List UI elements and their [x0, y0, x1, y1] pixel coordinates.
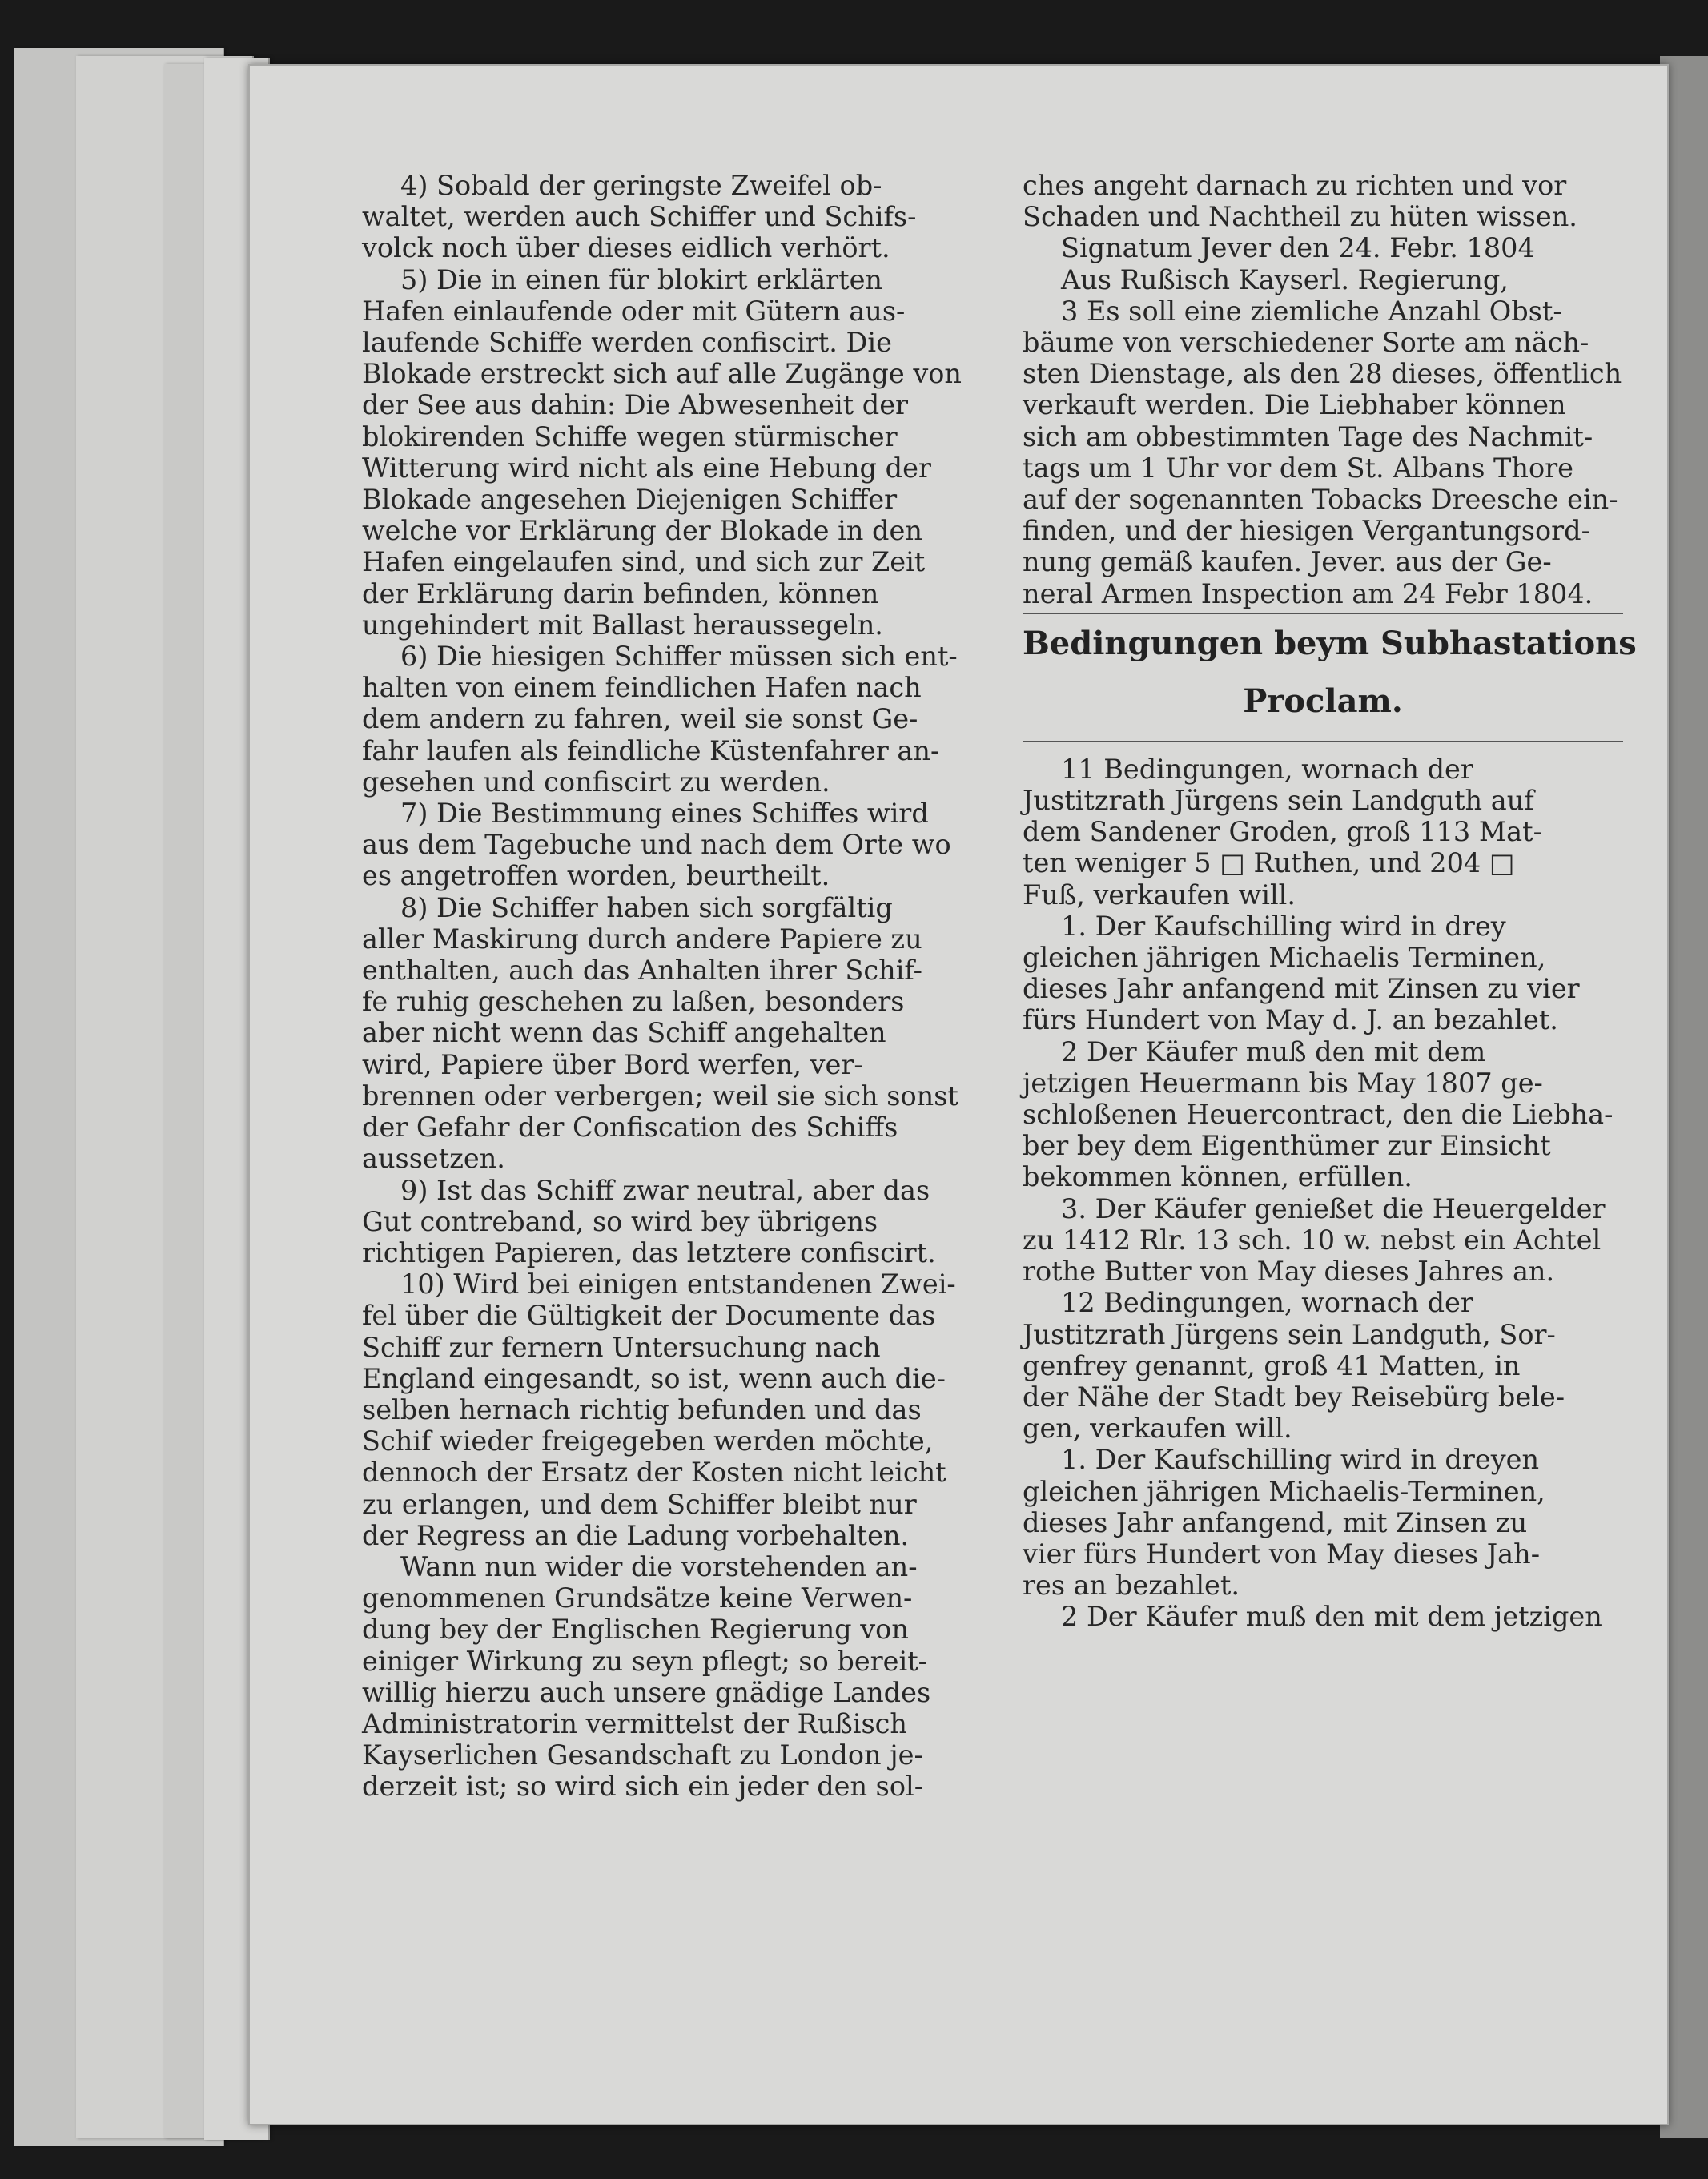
text-line: ten weniger 5 □ Ruthen, und 204 □ — [1023, 847, 1515, 879]
text-line: 3. Der Käufer genießet die Heuergelder — [1061, 1192, 1606, 1224]
text-line: schloßenen Heuercontract, den die Liebha- — [1023, 1099, 1614, 1131]
section-rule — [1023, 613, 1623, 614]
text-line: Bedingungen beym Subhastations — [1023, 624, 1637, 662]
right-column — [1023, 170, 1637, 1633]
text-line: gesehen und confiscirt zu werden. — [362, 766, 830, 798]
text-line: dieses Jahr anfangend, mit Zinsen zu — [1023, 1506, 1528, 1538]
text-line: 1. Der Kaufschilling wird in dreyen — [1061, 1444, 1540, 1476]
text-line: Kayserlichen Gesandschaft zu London je- — [362, 1739, 923, 1771]
text-line: ungehindert mit Ballast heraussegeln. — [362, 609, 883, 641]
text-line: 2 Der Käufer muß den mit dem jetzigen — [1061, 1601, 1602, 1633]
text-line: Hafen eingelaufen sind, und sich zur Zeit — [362, 546, 926, 578]
text-line: Signatum Jever den 24. Febr. 1804 — [1061, 232, 1535, 264]
text-line: fe ruhig geschehen zu laßen, besonders — [362, 986, 905, 1018]
text-line: Gut contreband, so wird bey übrigens — [362, 1205, 878, 1237]
text-line: einiger Wirkung zu seyn pflegt; so bereit- — [362, 1645, 927, 1677]
text-line: Justitzrath Jürgens sein Landguth auf — [1023, 785, 1534, 817]
text-line: verkauft werden. Die Liebhaber können — [1023, 389, 1566, 421]
text-line: selben hernach richtig befunden und das — [362, 1393, 922, 1425]
text-line: ber bey dem Eigenthümer zur Einsicht — [1023, 1130, 1551, 1162]
text-line: aller Maskirung durch andere Papiere zu — [362, 923, 922, 955]
text-line: Fuß, verkaufen will. — [1023, 878, 1296, 911]
right-column-top — [1023, 170, 1623, 609]
text-line: rothe Butter von May dieses Jahres an. — [1023, 1256, 1555, 1288]
text-line: sich am obbestimmten Tage des Nachmit- — [1023, 420, 1593, 452]
text-line: gen, verkaufen will. — [1023, 1413, 1292, 1445]
text-line: laufende Schiffe werden confiscirt. Die — [362, 327, 892, 359]
text-line: fahr laufen als feindliche Küstenfahrer an- — [362, 734, 940, 766]
text-line: zu 1412 Rlr. 13 sch. 10 w. nebst ein Achtel — [1023, 1224, 1602, 1256]
text-line: bäume von verschiedener Sorte am näch- — [1023, 327, 1589, 359]
text-line: ches angeht darnach zu richten und vor — [1023, 170, 1567, 201]
text-line: wird, Papiere über Bord werfen, ver- — [362, 1048, 863, 1080]
text-line: Hafen einlaufende oder mit Gütern aus- — [362, 295, 906, 327]
text-line: Schaden und Nachtheil zu hüten wissen. — [1023, 201, 1577, 233]
text-line: Administratorin vermittelst der Rußisch — [362, 1707, 907, 1739]
text-line: jetzigen Heuermann bis May 1807 ge- — [1023, 1067, 1543, 1099]
text-line: gleichen jährigen Michaelis Terminen, — [1023, 942, 1546, 974]
text-line: dieses Jahr anfangend mit Zinsen zu vier — [1023, 973, 1580, 1005]
text-line: genommenen Grundsätze keine Verwen- — [362, 1582, 913, 1614]
text-line: res an bezahlet. — [1023, 1570, 1240, 1602]
text-line: auf der sogenannten Tobacks Dreesche ein- — [1023, 484, 1618, 516]
text-line: waltet, werden auch Schiffer und Schifs- — [362, 201, 917, 233]
text-line: willig hierzu auch unsere gnädige Landes — [362, 1676, 931, 1708]
text-line: bekommen können, erfüllen. — [1023, 1161, 1413, 1193]
right-column-body — [1023, 754, 1623, 1633]
text-line: Witterung wird nicht als eine Hebung der — [362, 452, 931, 484]
text-line: dung bey der Englischen Regierung von — [362, 1614, 909, 1646]
text-line: der Nähe der Stadt bey Reisebürg bele- — [1023, 1381, 1565, 1413]
text-line: 8) Die Schiffer haben sich sorgfältig — [400, 891, 893, 923]
text-line: 5) Die in einen für blokirt erklärten — [400, 263, 882, 295]
text-line: tags um 1 Uhr vor dem St. Albans Thore — [1023, 452, 1573, 484]
text-line: nung gemäß kaufen. Jever. aus der Ge- — [1023, 546, 1552, 578]
text-line: es angetroffen worden, beurtheilt. — [362, 860, 830, 892]
text-line: Schiff zur fernern Untersuchung nach — [362, 1331, 881, 1363]
text-line: der Gefahr der Confiscation des Schiffs — [362, 1112, 898, 1144]
document-page — [248, 64, 1669, 2125]
text-line: 7) Die Bestimmung eines Schiffes wird — [400, 798, 929, 830]
text-line: 4) Sobald der geringste Zweifel ob- — [400, 170, 882, 201]
text-line: welche vor Erklärung der Blokade in den — [362, 515, 922, 547]
left-column — [362, 170, 979, 1803]
text-line: der See aus dahin: Die Abwesenheit der — [362, 389, 909, 421]
text-line: gleichen jährigen Michaelis-Terminen, — [1023, 1475, 1545, 1507]
text-line: brennen oder verbergen; weil sie sich sonst — [362, 1079, 958, 1112]
text-line: dennoch der Ersatz der Kosten nicht leicht — [362, 1457, 946, 1489]
text-line: derzeit ist; so wird sich ein jeder den sol- — [362, 1771, 924, 1803]
section-rule — [1023, 741, 1623, 742]
text-line: finden, und der hiesigen Vergantungsord- — [1023, 515, 1590, 547]
text-line: aber nicht wenn das Schiff angehalten — [362, 1017, 886, 1049]
text-line: aussetzen. — [362, 1143, 505, 1175]
text-line: Proclam. — [1243, 681, 1403, 720]
text-line: zu erlangen, und dem Schiffer bleibt nur — [362, 1488, 917, 1520]
text-line: 11 Bedingungen, wornach der — [1061, 753, 1473, 785]
text-line: halten von einem feindlichen Hafen nach — [362, 672, 922, 704]
text-line: richtigen Papieren, das letztere confiscirt. — [362, 1236, 936, 1268]
text-line: aus dem Tagebuche und nach dem Orte wo — [362, 829, 951, 861]
text-line: Aus Rußisch Kayserl. Regierung, — [1061, 263, 1509, 295]
text-line: fürs Hundert von May d. J. an bezahlet. — [1023, 1004, 1558, 1036]
text-line: der Erklärung darin befinden, können — [362, 577, 879, 609]
text-line: 1. Der Kaufschilling wird in drey — [1061, 910, 1506, 942]
text-line: 2 Der Käufer muß den mit dem — [1061, 1035, 1486, 1067]
text-line: enthalten, auch das Anhalten ihrer Schif- — [362, 955, 922, 987]
text-line: volck noch über dieses eidlich verhört. — [362, 232, 890, 264]
text-line: 9) Ist das Schiff zwar neutral, aber das — [400, 1174, 930, 1206]
text-line: Schif wieder freigegeben werden möchte, — [362, 1425, 934, 1457]
section-heading — [1023, 624, 1637, 720]
text-line: England eingesandt, so ist, wenn auch die- — [362, 1362, 946, 1394]
text-line: Blokade erstreckt sich auf alle Zugänge von — [362, 358, 962, 390]
text-line: genfrey genannt, groß 41 Matten, in — [1023, 1349, 1521, 1381]
text-line: der Regress an die Ladung vorbehalten. — [362, 1519, 910, 1551]
text-line: sten Dienstage, als den 28 dieses, öffentlich — [1023, 358, 1622, 390]
text-line: Justitzrath Jürgens sein Landguth, Sor- — [1023, 1318, 1556, 1350]
text-line: dem Sandener Groden, groß 113 Mat- — [1023, 816, 1542, 848]
text-line: 10) Wird bei einigen entstandenen Zwei- — [400, 1268, 956, 1301]
text-line: vier fürs Hundert von May dieses Jah- — [1023, 1538, 1541, 1570]
text-line: 6) Die hiesigen Schiffer müssen sich ent- — [400, 641, 958, 673]
text-line: dem andern zu fahren, weil sie sonst Ge- — [362, 703, 918, 735]
text-line: neral Armen Inspection am 24 Febr 1804. — [1023, 577, 1593, 609]
text-line: fel über die Gültigkeit der Documente das — [362, 1300, 936, 1332]
text-line: blokirenden Schiffe wegen stürmischer — [362, 420, 898, 452]
text-line: 3 Es soll eine ziemliche Anzahl Obst- — [1061, 295, 1562, 327]
text-line: Blokade angesehen Diejenigen Schiffer — [362, 484, 898, 516]
text-line: 12 Bedingungen, wornach der — [1061, 1287, 1473, 1319]
text-line: Wann nun wider die vorstehenden an- — [400, 1550, 918, 1582]
